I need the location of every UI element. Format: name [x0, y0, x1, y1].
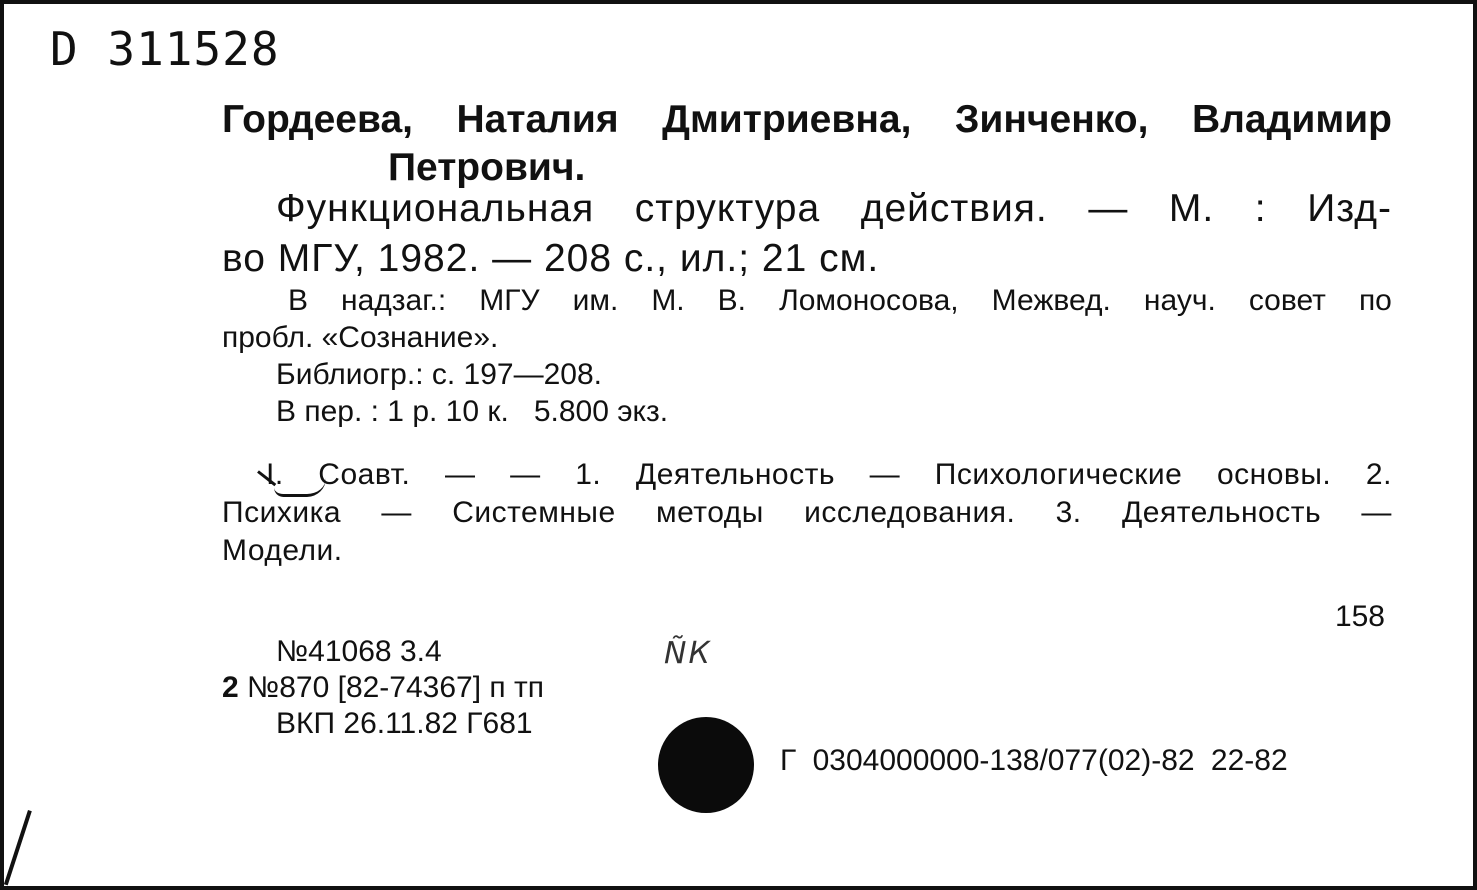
tracing-line3: Модели. — [222, 534, 343, 567]
tracing-word: Деятельность — [1121, 496, 1322, 529]
note-word: им. — [572, 284, 619, 317]
tracing-word: Психика — [222, 496, 342, 529]
tracing-word: — — [444, 458, 476, 491]
note-line2: пробл. «Сознание». — [222, 321, 499, 354]
title-word: Функциональная — [276, 187, 595, 230]
title-line2: во МГУ, 1982. — 208 с., ил.; 21 см. — [222, 237, 880, 280]
tracing-word: — — [510, 458, 541, 491]
author-word: Дмитриевна, — [662, 98, 912, 141]
author-word: Наталия — [456, 98, 619, 141]
order-line2 — [222, 670, 544, 706]
call-number: D 311528 — [50, 22, 280, 76]
price-note: В пер. : 1 р. 10 к. 5.800 экз. — [276, 395, 669, 428]
tracing-line1 — [222, 456, 1392, 494]
tracing-word: исследования. — [804, 496, 1016, 529]
title-line1 — [222, 184, 1392, 234]
note-word: В — [288, 284, 309, 317]
handwritten-mark: ÑК — [664, 636, 712, 671]
title-word: : — [1254, 187, 1267, 230]
tracing-word: методы — [655, 496, 764, 529]
author-word: Зинченко, — [954, 98, 1149, 141]
note-word: науч. — [1143, 284, 1216, 317]
tracing-word: 1. — [575, 458, 602, 491]
subject-tracings — [222, 456, 1392, 570]
order-line2-text: №870 [82-74367] п тп — [247, 671, 544, 704]
author-word: Владимир — [1191, 98, 1392, 141]
title-statement — [222, 184, 1392, 284]
title-word: М. — [1168, 187, 1215, 230]
author-heading-line1 — [222, 96, 1392, 144]
tracing-word: Соавт. — [318, 458, 411, 491]
classification-number: 158 — [1334, 600, 1385, 633]
title-word: — — [1088, 187, 1129, 230]
title-word: Изд- — [1307, 187, 1392, 230]
title-word: действия. — [860, 187, 1048, 230]
tracing-word: — — [1361, 496, 1392, 529]
note-word: Межвед. — [991, 284, 1111, 317]
tracing-word: основы. — [1217, 458, 1332, 491]
order-line1: №41068 3.4 — [276, 635, 442, 668]
tracing-word: Психологические — [934, 458, 1183, 491]
tracing-word: — — [869, 458, 901, 491]
note-word: надзаг.: — [341, 284, 447, 317]
filled-circle-mark — [658, 717, 754, 813]
notes-block — [222, 282, 1392, 430]
tracing-line2 — [222, 494, 1392, 532]
order-line2-prefix: 2 — [222, 671, 239, 704]
order-info — [222, 634, 544, 742]
note-word: В. — [717, 284, 747, 317]
note-word: МГУ — [479, 284, 540, 317]
tracing-word: 3. — [1055, 496, 1082, 529]
pen-slash-mark — [4, 810, 32, 885]
title-word: структура — [634, 187, 821, 230]
note-word: Ломоносова, — [779, 284, 959, 317]
tracing-word: Системные — [452, 496, 616, 529]
index-code: Г 0304000000-138/077(02)-82 22-82 — [780, 744, 1288, 777]
tracing-word: 2. — [1365, 458, 1392, 491]
note-line1 — [222, 282, 1392, 319]
tracing-word: — — [381, 496, 412, 529]
author-heading-line2: Петрович. — [388, 146, 586, 189]
bibliography-note: Библиогр.: с. 197—208. — [276, 358, 602, 391]
order-line3: ВКП 26.11.82 Г681 — [276, 707, 533, 740]
note-word: М. — [651, 284, 685, 317]
author-word: Гордеева, — [222, 98, 413, 141]
tracing-word: Деятельность — [635, 458, 835, 491]
author-heading — [222, 96, 1392, 192]
note-word: по — [1358, 284, 1392, 317]
tracing-word: I. — [266, 458, 284, 491]
note-word: совет — [1248, 284, 1326, 317]
